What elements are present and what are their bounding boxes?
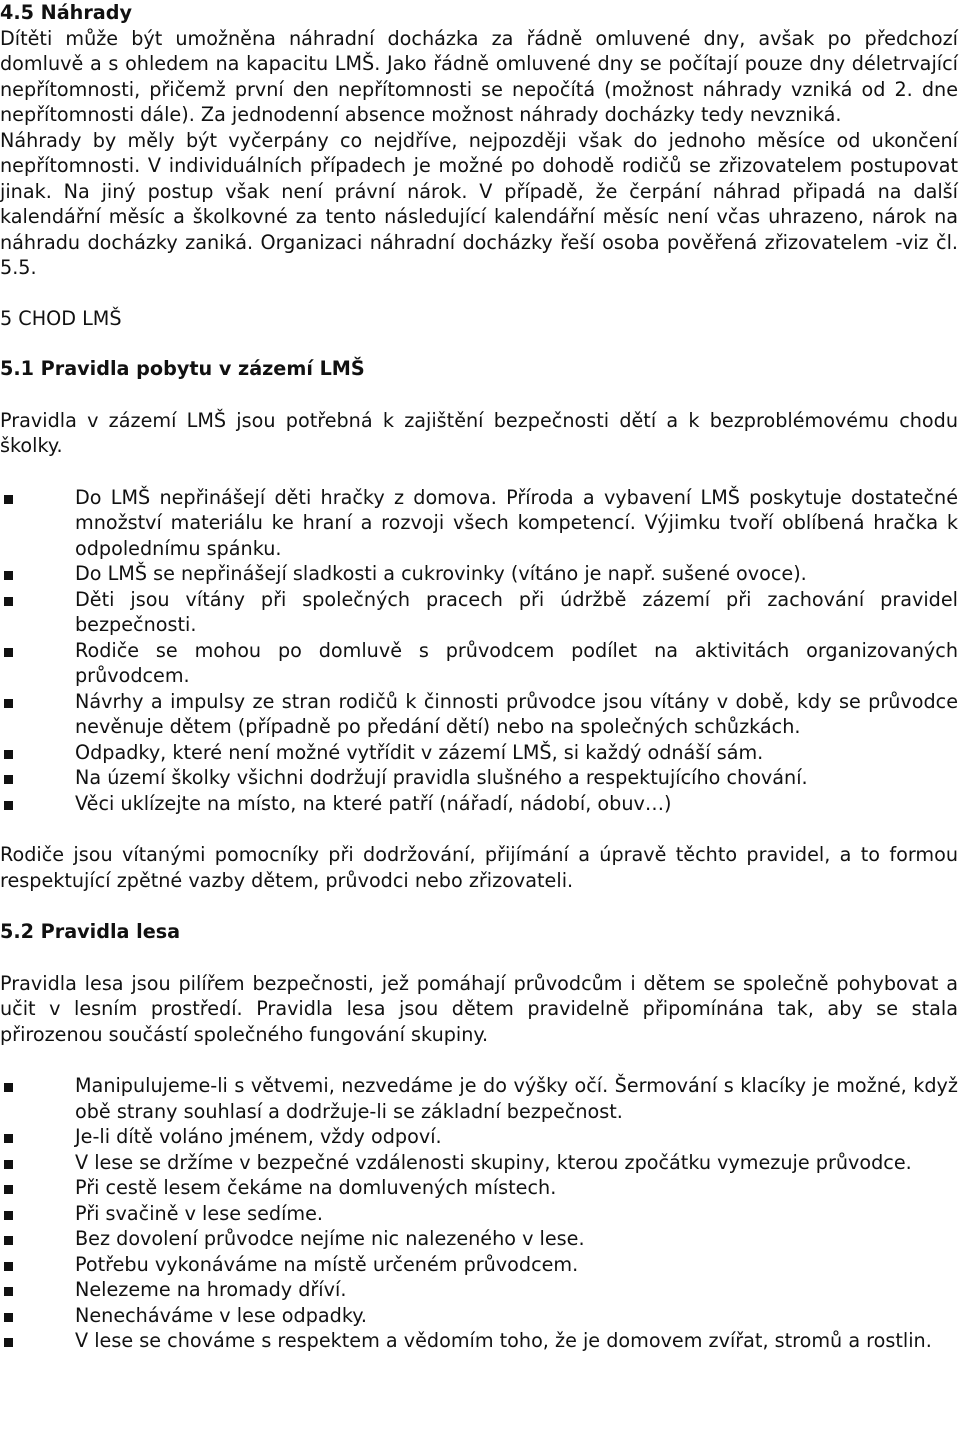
bullet-square-icon bbox=[4, 1160, 13, 1169]
bullet-square-icon bbox=[4, 699, 13, 708]
list-item: Na území školky všichni dodržují pravidla slušného a respektujícího chování. bbox=[0, 765, 958, 791]
bullet-square-icon bbox=[4, 495, 13, 504]
bullet-square-icon bbox=[4, 1134, 13, 1143]
bullet-square-icon bbox=[4, 1262, 13, 1271]
list-item: Při svačině v lese sedíme. bbox=[0, 1201, 958, 1227]
bullet-square-icon bbox=[4, 750, 13, 759]
bullet-square-icon bbox=[4, 801, 13, 810]
bullet-square-icon bbox=[4, 597, 13, 606]
list-item: Odpadky, které není možné vytřídit v zázemí LMŠ, si každý odnáší sám. bbox=[0, 740, 958, 766]
paragraph-zazemi-outro: Rodiče jsou vítanými pomocníky při dodržování, přijímání a úpravě těchto pravidel, a to formou respektující zpětné vazby dětem, průvodci nebo zřizovateli. bbox=[0, 843, 958, 892]
list-item: Bez dovolení průvodce nejíme nic nalezeného v lese. bbox=[0, 1226, 958, 1252]
bullet-square-icon bbox=[4, 775, 13, 784]
list-item: Děti jsou vítány při společných pracech při údržbě zázemí při zachování pravidel bezpečnosti. bbox=[0, 587, 958, 638]
paragraph-les-intro: Pravidla lesa jsou pilířem bezpečnosti, jež pomáhají průvodcům i dětem se společně pohybovat a učit v lesním prostředí. Pravidla lesa jsou dětem pravidelně připomínána tak, aby se stala přirozenou součástí společného fungování skupiny. bbox=[0, 971, 958, 1046]
list-item: Manipulujeme-li s větvemi, nezvedáme je do výšky očí. Šermování s klacíky je možné, když obě strany souhlasí a dodržuje-li se základní bezpečnost. bbox=[0, 1073, 958, 1124]
bullet-square-icon bbox=[4, 1313, 13, 1322]
list-item: Do LMŠ se nepřinášejí sladkosti a cukrovinky (vítáno je např. sušené ovoce). bbox=[0, 561, 958, 587]
list-item: Při cestě lesem čekáme na domluvených místech. bbox=[0, 1175, 958, 1201]
bullet-square-icon bbox=[4, 571, 13, 580]
section-heading-4-5: 4.5 Náhrady bbox=[0, 1, 132, 24]
list-item: V lese se držíme v bezpečné vzdálenosti skupiny, kterou zpočátku vymezuje průvodce. bbox=[0, 1150, 958, 1176]
zazemi-rules-list bbox=[0, 485, 958, 817]
list-item: Věci uklízejte na místo, na které patří (nářadí, nádobí, obuv…) bbox=[0, 791, 958, 817]
paragraph-nahrady-1: Dítěti může být umožněna náhradní docházka za řádně omluvené dny, avšak po předchozí domluvě a s ohledem na kapacitu LMŠ. Jako řádně omluvené dny se počítají pouze dny déletrvající nepřítomnosti, přičemž první den nepřítomnosti se nepočítá (možnost náhrady vzniká od 2. dne nepřítomnosti dále). Za jednodenní absence možnost náhrady docházky tedy nevzniká. bbox=[0, 26, 958, 126]
section-heading-5-2: 5.2 Pravidla lesa bbox=[0, 920, 181, 943]
section-heading-5-1: 5.1 Pravidla pobytu v zázemí LMŠ bbox=[0, 357, 365, 380]
bullet-square-icon bbox=[4, 1338, 13, 1347]
bullet-square-icon bbox=[4, 1185, 13, 1194]
list-item: Návrhy a impulsy ze stran rodičů k činnosti průvodce jsou vítány v době, kdy se průvodce nevěnuje dětem (případně po předání dětí) nebo na společných schůzkách. bbox=[0, 689, 958, 740]
list-item: Je-li dítě voláno jménem, vždy odpoví. bbox=[0, 1124, 958, 1150]
list-item: Potřebu vykonáváme na místě určeném průvodcem. bbox=[0, 1252, 958, 1278]
list-item: Rodiče se mohou po domluvě s průvodcem podílet na aktivitách organizovaných průvodcem. bbox=[0, 638, 958, 689]
chapter-heading-5: 5 CHOD LMŠ bbox=[0, 306, 122, 330]
paragraph-zazemi-intro: Pravidla v zázemí LMŠ jsou potřebná k zajištění bezpečnosti dětí a k bezproblémovému chodu školky. bbox=[0, 408, 958, 457]
bullet-square-icon bbox=[4, 1287, 13, 1296]
paragraph-nahrady-2: Náhrady by měly být vyčerpány co nejdříve, nejpozději však do jednoho měsíce od ukončení nepřítomnosti. V individuálních případech je možné po dohodě rodičů se zřizovatelem postupovat jinak. Na jiný postup však není právní nárok. V případě, že čerpání náhrad připadá na další kalendářní měsíc a školkovné za tento následující kalendářní měsíc není včas uhrazeno, nárok na náhradu docházky zaniká. Organizaci náhradní docházky řeší osoba pověřená zřizovatelem -viz čl. 5.5. bbox=[0, 128, 958, 279]
list-item: V lese se chováme s respektem a vědomím toho, že je domovem zvířat, stromů a rostlin. bbox=[0, 1328, 958, 1354]
bullet-square-icon bbox=[4, 1236, 13, 1245]
bullet-square-icon bbox=[4, 648, 13, 657]
list-item: Nelezeme na hromady dříví. bbox=[0, 1277, 958, 1303]
bullet-square-icon bbox=[4, 1211, 13, 1220]
bullet-square-icon bbox=[4, 1083, 13, 1092]
list-item: Nenecháváme v lese odpadky. bbox=[0, 1303, 958, 1329]
les-rules-list bbox=[0, 1073, 958, 1354]
list-item: Do LMŠ nepřinášejí děti hračky z domova. Příroda a vybavení LMŠ poskytuje dostatečné množství materiálu ke hraní a rozvoji všech kompetencí. Výjimku tvoří oblíbená hračka k odpolednímu spánku. bbox=[0, 485, 958, 562]
